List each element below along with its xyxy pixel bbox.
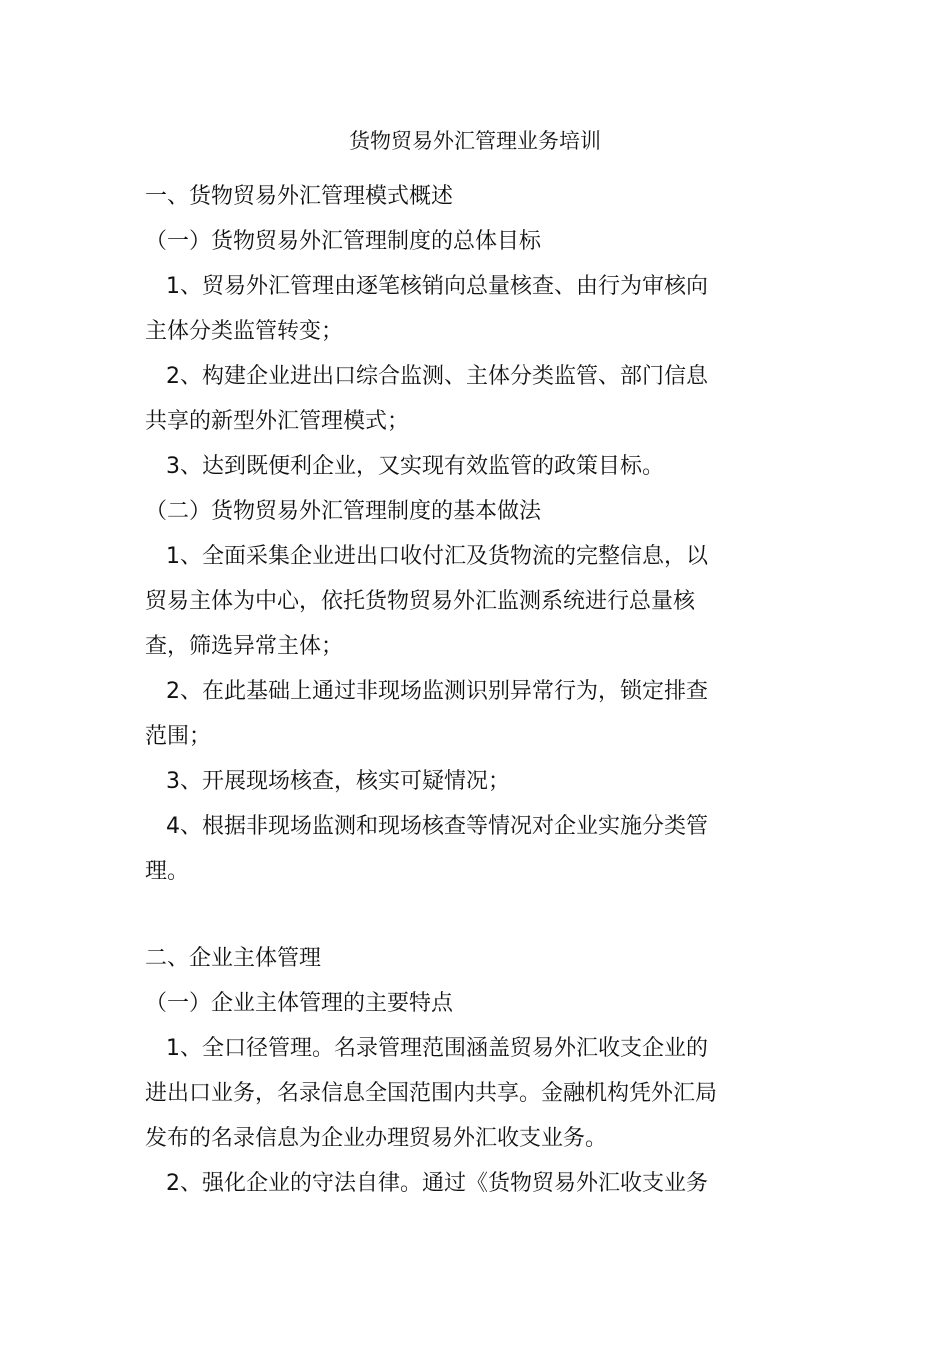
paragraph-line: 3、开展现场核查，核实可疑情况；	[166, 769, 510, 794]
paragraph-line: 共享的新型外汇管理模式；	[145, 409, 410, 434]
paragraph-line: 1、贸易外汇管理由逐笔核销向总量核查、由行为审核向	[166, 274, 708, 299]
paragraph-line: 2、构建企业进出口综合监测、主体分类监管、部门信息	[166, 364, 708, 389]
document-title: 货物贸易外汇管理业务培训	[349, 129, 601, 153]
paragraph-line: 2、强化企业的守法自律。通过《货物贸易外汇收支业务	[166, 1171, 708, 1196]
paragraph-line: 3、达到既便利企业，又实现有效监管的政策目标。	[166, 454, 664, 479]
paragraph-line: 1、全面采集企业进出口收付汇及货物流的完整信息，以	[166, 544, 708, 569]
paragraph-line: 查，筛选异常主体；	[145, 634, 344, 659]
section-heading-2: 二、企业主体管理	[145, 946, 322, 971]
section-heading-1: 一、货物贸易外汇管理模式概述	[145, 184, 454, 209]
paragraph-line: 范围；	[145, 724, 212, 749]
subsection-heading-1-1: （一）货物贸易外汇管理制度的总体目标	[145, 229, 542, 254]
paragraph-line: 发布的名录信息为企业办理贸易外汇收支业务。	[145, 1126, 608, 1151]
paragraph-line: 进出口业务，名录信息全国范围内共享。金融机构凭外汇局	[145, 1081, 718, 1106]
paragraph-line: 主体分类监管转变；	[145, 319, 344, 344]
paragraph-line: 贸易主体为中心，依托货物贸易外汇监测系统进行总量核	[145, 589, 696, 614]
paragraph-line: 理。	[145, 859, 190, 884]
subsection-heading-2-1: （一）企业主体管理的主要特点	[145, 991, 454, 1016]
paragraph-line: 4、根据非现场监测和现场核查等情况对企业实施分类管	[166, 814, 708, 839]
paragraph-line: 2、在此基础上通过非现场监测识别异常行为，锁定排查	[166, 679, 708, 704]
paragraph-line: 1、全口径管理。名录管理范围涵盖贸易外汇收支企业的	[166, 1036, 708, 1061]
subsection-heading-1-2: （二）货物贸易外汇管理制度的基本做法	[145, 499, 542, 524]
